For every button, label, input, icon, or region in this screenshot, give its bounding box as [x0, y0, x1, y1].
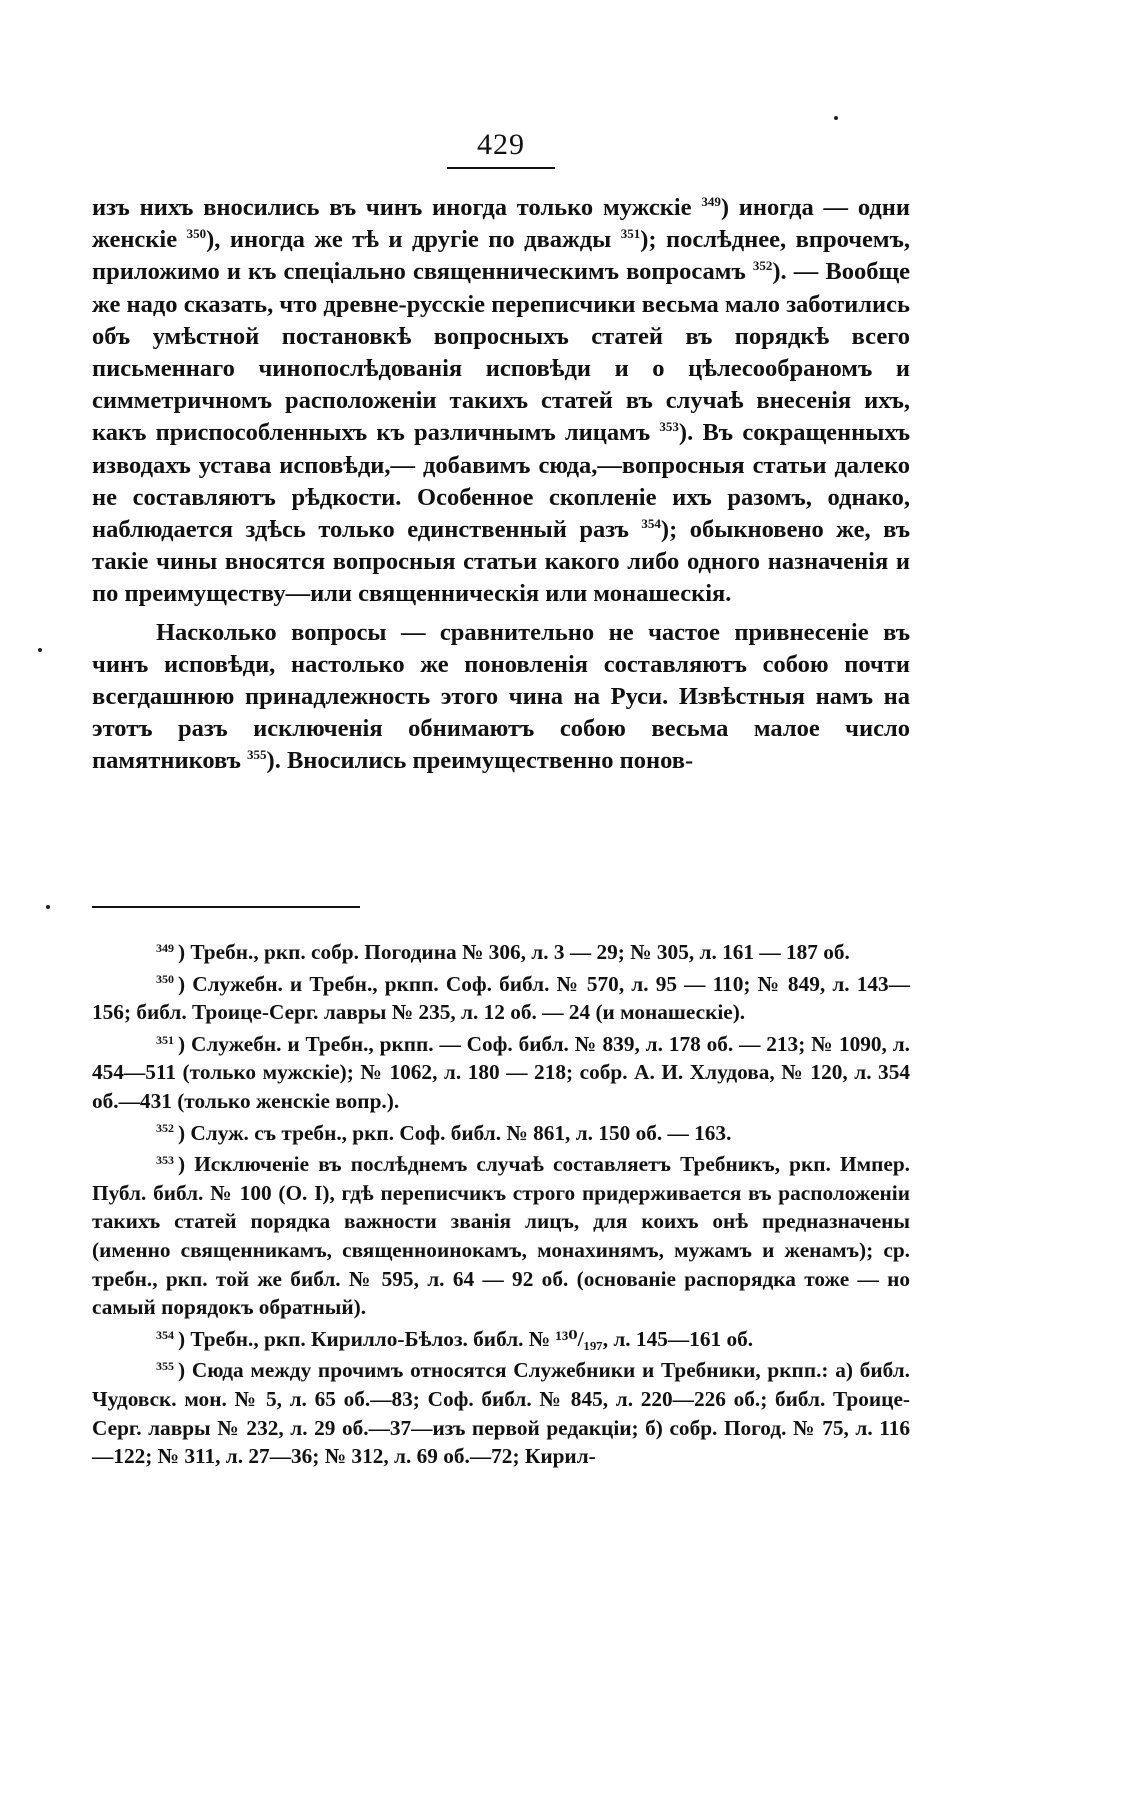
footnote-ref: 350 — [186, 226, 207, 242]
main-text — [92, 192, 910, 778]
footnote-ref: 355 — [247, 747, 267, 763]
footnote — [92, 938, 910, 967]
footnote-number: 352 — [156, 1121, 174, 1136]
footnote-text: ) Исключеніе въ послѣднемъ случаѣ составляетъ Требникъ, ркп. Импер. Публ. библ. № 100 (О. I), гдѣ переписчикъ строго придерживается въ расположеніи такихъ статей порядка важности званія лицъ, для коихъ онѣ предназначены (именно священникамъ, священноинокамъ, монахинямъ, мужамъ и женамъ); ср. требн., ркп. той же библ. № 595, л. 64 — 92 об. (основаніе распорядка тоже — но самый порядокъ обратный). — [92, 1152, 910, 1320]
footnote-number: 351 — [156, 1032, 174, 1047]
footnote-number: 350 — [156, 972, 174, 987]
scan-speck — [834, 116, 838, 120]
scan-speck — [46, 905, 50, 909]
footnote-ref: 352 — [752, 258, 773, 274]
footnote-ref: 354 — [641, 515, 661, 531]
footnote — [92, 1325, 910, 1354]
footnote-text: ) Требн., ркп. собр. Погодина № 306, л. 3 — 29; № 305, л. 161 — 187 об. — [178, 940, 850, 964]
footnote-text: ) Служебн. и Требн., ркпп. Соф. библ. № 570, л. 95 — 110; № 849, л. 143—156; библ. Троице-Серг. лавры № 235, л. 12 об. — 24 (и монашескіе). — [92, 971, 910, 1025]
footnote-separator — [92, 906, 360, 908]
footnote-number: 353 — [156, 1152, 174, 1167]
footnote-number: 354 — [156, 1327, 174, 1342]
footnote-ref: 349 — [701, 193, 721, 209]
footnotes — [92, 938, 910, 1474]
paragraph-1: изъ нихъ вносились въ чинъ иногда только мужскіе $^{349}$) иногда — одни женскіе $^{350}$), иногда же тѣ и другіе по дважды $^{351}$); послѣднее, впрочемъ, приложимо и къ спеціально священническимъ вопросамъ $^{352}$). — Вообще же надо сказать, что древне-русскіе переписчики весьма мало заботились объ умѣстной постановкѣ вопросныхъ статей въ порядкѣ всего письменнаго чинопослѣдованія исповѣди и о цѣлесообраномъ и симметричномъ расположеніи такихъ статей въ случаѣ внесенія ихъ, какъ приспособленныхъ къ различнымъ лицамъ $^{353}$). Въ сокращенныхъ изводахъ устава исповѣди,— добавимъ сюда,—вопросныя статьи далеко не составляютъ рѣдкости. Особенное скопленіе ихъ разомъ, однако, наблюдается здѣсь только единственный разъ $^{354}$); обыкновено же, въ такіе чины вносятся вопросныя статьи какого либо одного назначенія и по преимуществу—или священническія или монашескія. — [92, 193, 910, 608]
paragraph-2: Насколько вопросы — сравнительно не частое привнесеніе въ чинъ исповѣди, настолько же поновленія составляютъ собою почти всегдашнюю принадлежность этого чина на Руси. Извѣстныя намъ на этотъ разъ исключенія обнимаютъ собою весьма малое число памятниковъ $^{355}$). Вносились преимущественно понов- — [92, 618, 910, 775]
footnote-ref: 353 — [659, 419, 679, 435]
scan-speck — [38, 648, 42, 652]
footnote-text: ) Служебн. и Требн., ркпп. — Соф. библ. № 839, л. 178 об. — 213; № 1090, л. 454—511 (только мужскіе); № 1062, л. 180 — 218; собр. А. И. Хлудова, № 120, л. 354 об.—431 (только женскіе вопр.). — [92, 1031, 910, 1113]
footnote-number: 355 — [156, 1359, 174, 1374]
footnote — [92, 1030, 910, 1116]
footnote — [92, 1356, 910, 1470]
footnote-text: ) Требн., ркп. Кирилло-Бѣлоз. библ. № ¹³⁰/₁₉₇, л. 145—161 об. — [178, 1326, 754, 1351]
footnote-number: 349 — [156, 940, 174, 955]
footnote — [92, 1150, 910, 1322]
footnote-text: ) Служ. съ требн., ркп. Соф. библ. № 861, л. 150 об. — 163. — [178, 1120, 732, 1145]
footnote — [92, 1119, 910, 1148]
footnote — [92, 970, 910, 1027]
page-number: 429 — [477, 128, 525, 161]
footnote-text: ) Сюда между прочимъ относятся Служебники и Требники, ркпп.: а) библ. Чудовск. мон. № 5, л. 65 об.—83; Соф. библ. № 845, л. 220—226 об.; библ. Троице-Серг. лавры № 232, л. 29 об.—37—изъ первой редакціи; б) собр. Погод. № 75, л. 116—122; № 311, л. 27—36; № 312, л. 69 об.—72; Кирил- — [92, 1358, 910, 1469]
footnote-ref: 351 — [620, 226, 641, 242]
page-number-rule — [447, 167, 555, 169]
